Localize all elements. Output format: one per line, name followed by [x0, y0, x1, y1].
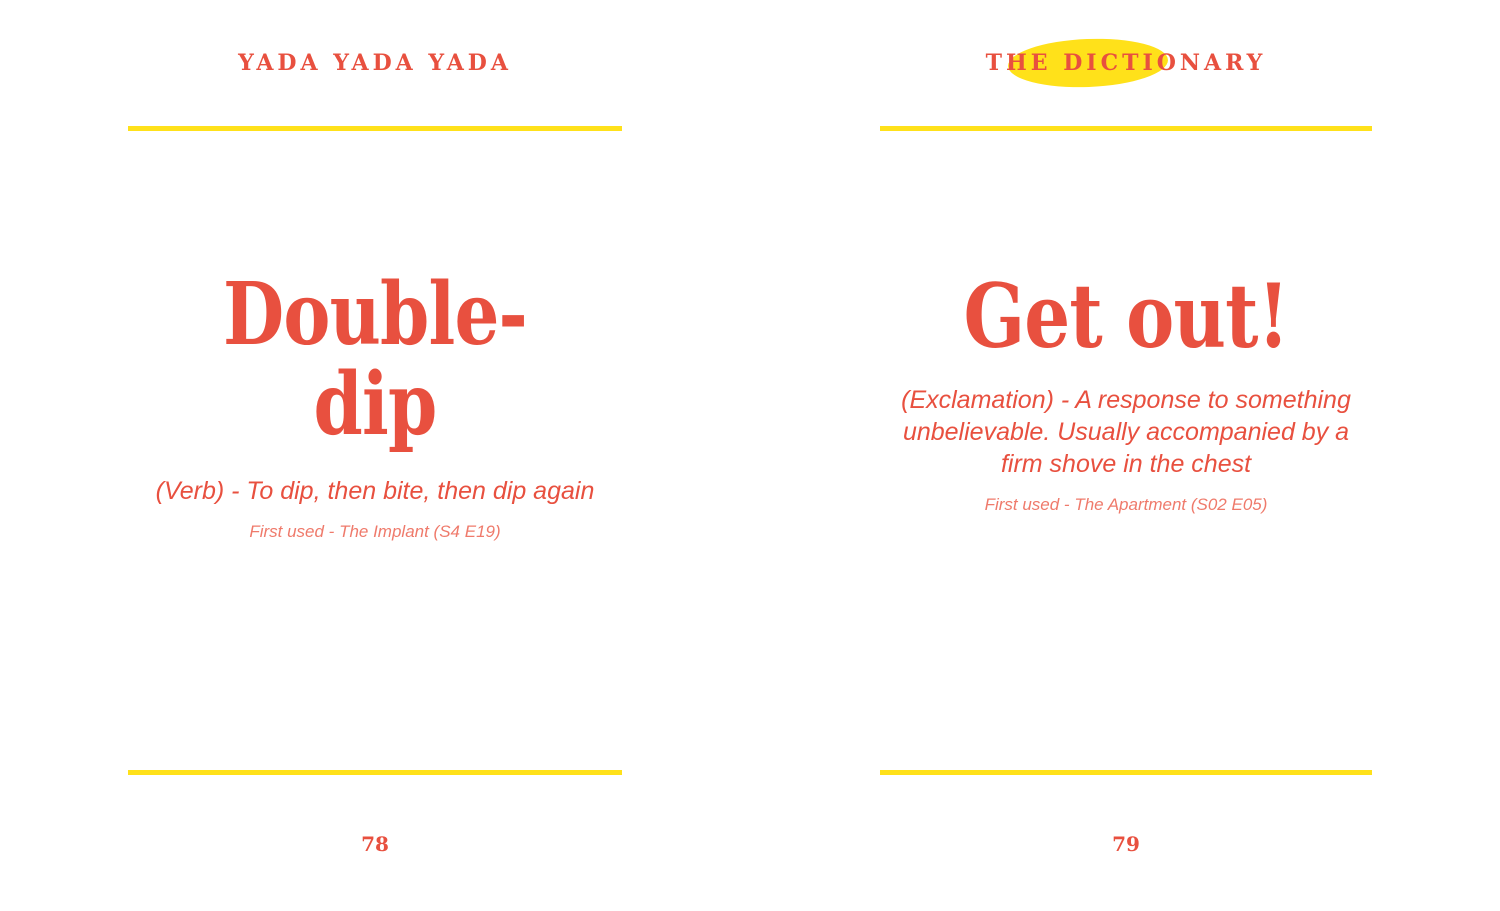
first-used-right: First used - The Apartment (S02 E05): [984, 495, 1268, 515]
dictionary-entry-right: [880, 264, 1372, 516]
running-head-left-label: YADA YADA YADA: [238, 50, 512, 76]
headword-left: Double-dip: [223, 264, 527, 456]
bottom-rule-right: [880, 770, 1372, 775]
running-head-left-inner: [232, 48, 518, 78]
top-rule-left: [128, 126, 622, 131]
first-used-left: First used - The Implant (S4 E19): [249, 521, 501, 541]
definition-left: (Verb) - To dip, then bite, then dip again: [155, 476, 595, 505]
headword-right: Get out!: [963, 264, 1289, 368]
running-head-left: [128, 48, 622, 96]
page-right-content: [750, 0, 1500, 911]
running-head-right: [880, 48, 1372, 96]
page-right: [750, 0, 1500, 911]
page-number-left: 78: [361, 832, 389, 856]
bottom-rule-left: [128, 770, 622, 775]
page-number-right: 79: [1112, 832, 1140, 856]
dictionary-entry-left: [128, 264, 622, 543]
definition-right: (Exclamation) - A response to something unbelievable. Usually accompanied by a firm shove in the chest: [901, 386, 1351, 479]
running-head-right-inner: [980, 48, 1273, 78]
running-head-right-label: THE DICTIONARY: [985, 50, 1267, 76]
top-rule-right: [880, 126, 1372, 131]
